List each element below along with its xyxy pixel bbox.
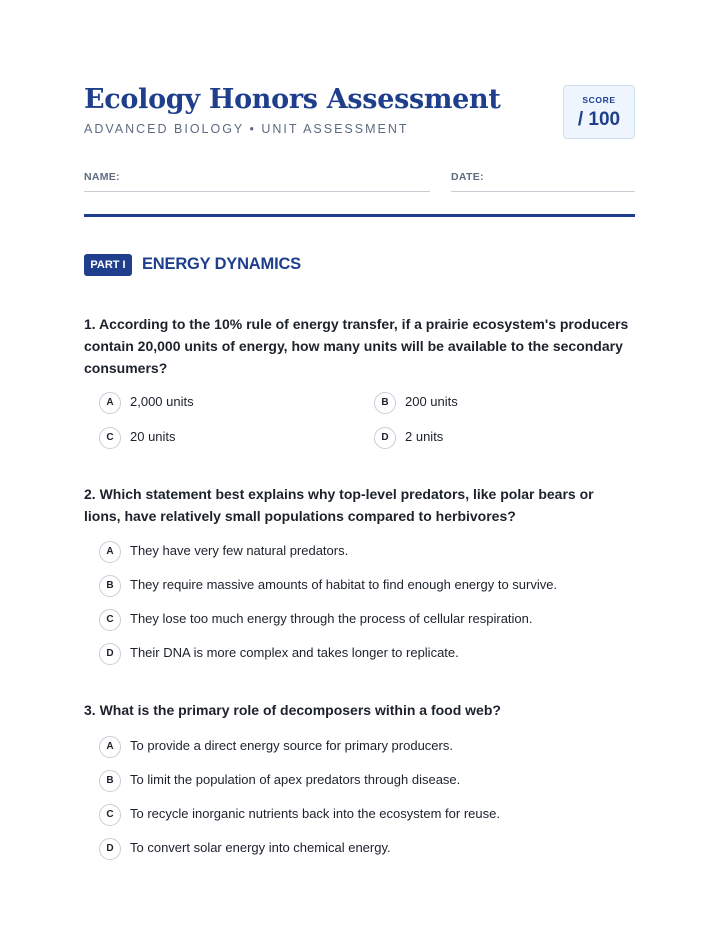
option-bubble[interactable]: C [99,804,121,826]
q1-option-d[interactable] [374,427,634,449]
question-3: 3. What is the primary role of decomposers within a food web? [84,702,501,718]
option-text: To recycle inorganic nutrients back into the ecosystem for reuse. [130,806,500,821]
q3-option-b[interactable] [99,770,634,792]
option-text: They lose too much energy through the process of cellular respiration. [130,611,533,626]
option-text: To convert solar energy into chemical energy. [130,840,391,855]
option-bubble[interactable]: A [99,392,121,414]
date-label: DATE: [451,171,484,183]
date-field[interactable] [451,191,635,192]
option-bubble[interactable]: C [99,609,121,631]
q1-option-b[interactable] [374,392,634,414]
score-box [563,85,635,139]
q3-option-a[interactable] [99,736,634,758]
option-bubble[interactable]: A [99,736,121,758]
option-text: They require massive amounts of habitat to find enough energy to survive. [130,577,558,592]
q3-option-d[interactable] [99,838,634,860]
q1-option-c[interactable] [99,427,359,449]
score-label: SCORE [582,95,616,105]
q2-option-a[interactable] [99,541,634,563]
option-bubble[interactable]: D [99,838,121,860]
q3-option-c[interactable] [99,804,634,826]
name-field[interactable] [84,191,430,192]
option-text: To provide a direct energy source for primary producers. [130,738,453,753]
question-2: 2. Which statement best explains why top-level predators, like polar bears or lions, have relatively small populations compared to herbivores? [84,486,594,524]
option-bubble[interactable]: B [99,770,121,792]
option-text: 200 units [405,394,458,409]
page-title: Ecology Honors Assessment [84,84,501,115]
part-title: ENERGY DYNAMICS [142,255,301,273]
option-text: 2,000 units [130,394,194,409]
q2-option-c[interactable] [99,609,634,631]
option-bubble[interactable]: A [99,541,121,563]
option-bubble[interactable]: D [374,427,396,449]
option-text: Their DNA is more complex and takes longer to replicate. [130,645,459,660]
question-1: 1. According to the 10% rule of energy transfer, if a prairie ecosystem's producers contain 20,000 units of energy, how many units will be available to the secondary consumers? [84,316,629,376]
option-text: 20 units [130,429,176,444]
option-text: 2 units [405,429,444,444]
part-badge: PART I [84,254,132,276]
q2-option-b[interactable] [99,575,634,597]
score-value: / 100 [577,109,621,130]
option-bubble[interactable]: B [374,392,396,414]
option-bubble[interactable]: D [99,643,121,665]
option-text: They have very few natural predators. [130,543,349,558]
q2-option-d[interactable] [99,643,634,665]
page-subtitle: ADVANCED BIOLOGY • UNIT ASSESSMENT [84,122,409,136]
name-label: NAME: [84,171,120,183]
option-text: To limit the population of apex predators through disease. [130,772,461,787]
option-bubble[interactable]: C [99,427,121,449]
option-bubble[interactable]: B [99,575,121,597]
q1-option-a[interactable] [99,392,359,414]
header-divider [84,214,635,217]
